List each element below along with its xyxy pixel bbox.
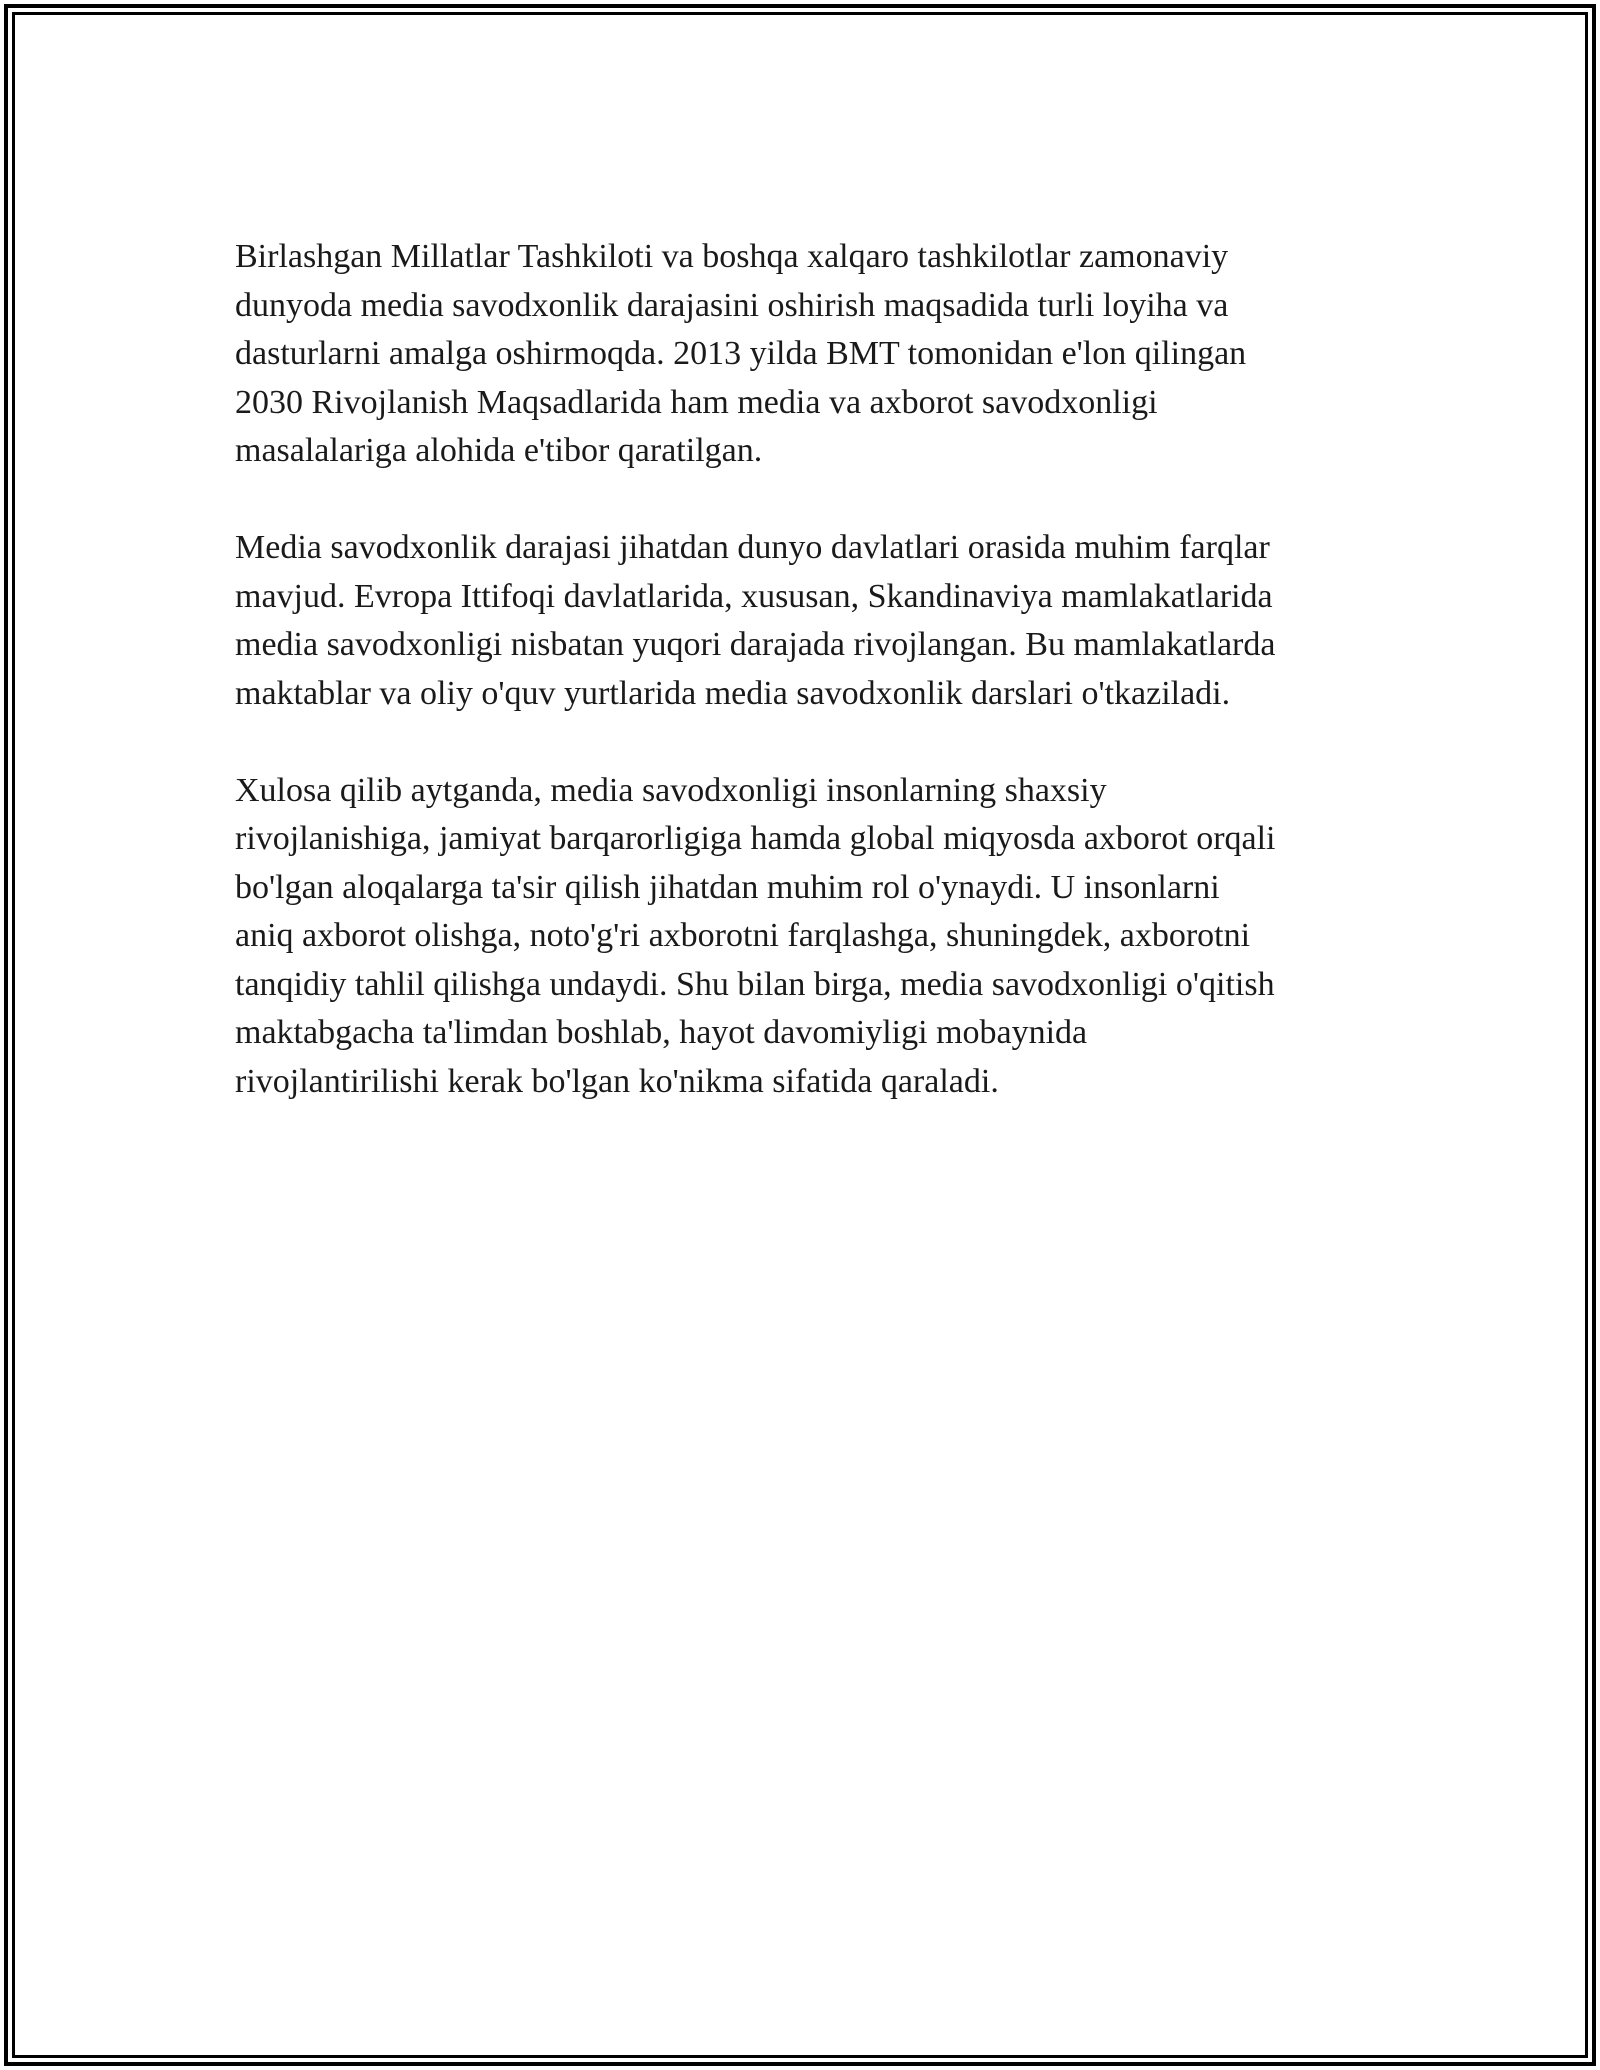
paragraph-line: 2030 Rivojlanish Maqsadlarida ham media va axborot savodxonligi	[235, 383, 1158, 421]
paragraph-line: maktablar va oliy o'quv yurtlarida media savodxonlik darslari o'tkaziladi.	[235, 674, 1231, 712]
paragraph-line: maktabgacha ta'limdan boshlab, hayot davomiyligi mobaynida	[235, 1014, 1088, 1051]
paragraph-line: aniq axborot olishga, noto'g'ri axborotni farqlashga, shuningdek, axborotni	[235, 917, 1251, 954]
paragraph-line: masalalariga alohida e'tibor qaratilgan.	[235, 432, 763, 469]
paragraph-line: Xulosa qilib aytganda, media savodxonligi insonlarning shaxsiy	[235, 771, 1107, 809]
paragraph-line: Birlashgan Millatlar Tashkiloti va boshqa xalqaro tashkilotlar zamonaviy	[235, 238, 1229, 275]
paragraph-line: mavjud. Evropa Ittifoqi davlatlarida, xususan, Skandinaviya mamlakatlarida	[235, 577, 1273, 615]
paragraph-line: tanqidiy tahlil qilishga undaydi. Shu bilan birga, media savodxonligi o'qitish	[235, 965, 1275, 1003]
paragraph-line: Media savodxonlik darajasi jihatdan dunyo davlatlari orasida muhim farqlar	[235, 529, 1270, 566]
paragraph-line: media savodxonligi nisbatan yuqori darajada rivojlangan. Bu mamlakatlarda	[235, 626, 1276, 663]
paragraph-3	[235, 767, 1385, 1107]
paragraph-line: rivojlantirilishi kerak bo'lgan ko'nikma sifatida qaraladi.	[235, 1062, 999, 1100]
paragraph-line: dasturlarni amalga oshirmoqda. 2013 yilda BMT tomonidan e'lon qilingan	[235, 335, 1247, 372]
document-body	[235, 233, 1385, 1155]
paragraph-line: rivojlanishiga, jamiyat barqarorligiga hamda global miqyosda axborot orqali	[235, 820, 1276, 857]
paragraph-line: bo'lgan aloqalarga ta'sir qilish jihatdan muhim rol o'ynaydi. U insonlarni	[235, 868, 1220, 906]
paragraph-1	[235, 233, 1385, 476]
paragraph-2	[235, 524, 1385, 718]
paragraph-line: dunyoda media savodxonlik darajasini oshirish maqsadida turli loyiha va	[235, 286, 1229, 324]
